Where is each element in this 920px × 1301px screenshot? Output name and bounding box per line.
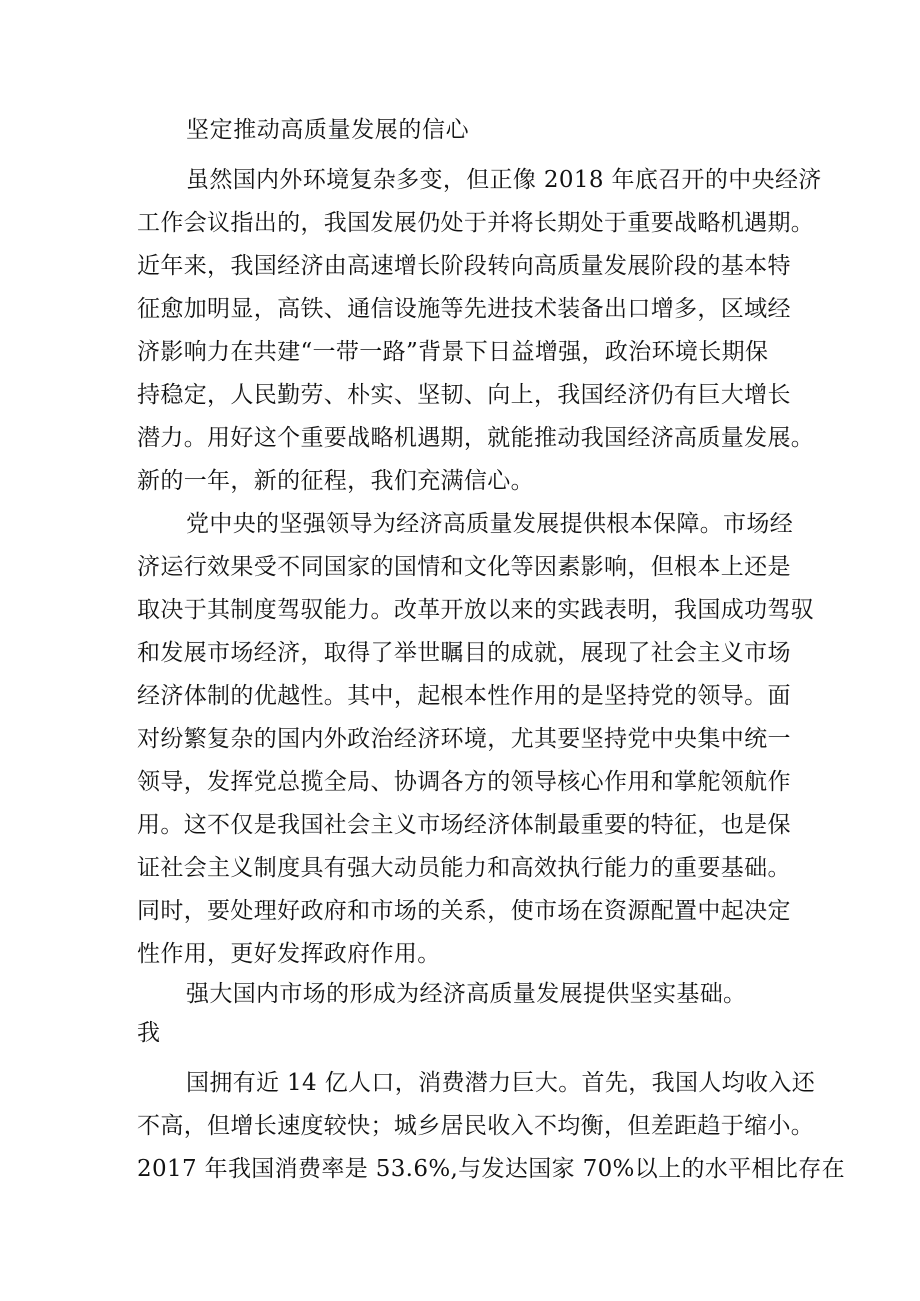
text-line: 工作会议指出的，我国发展仍处于并将长期处于重要战略机遇期。: [137, 210, 815, 236]
text-line: 和发展市场经济，取得了举世瞩目的成就，展现了社会主义市场: [137, 640, 791, 666]
text-line: 虽然国内外环境复杂多变，但正像 2018 年底召开的中央经济: [186, 167, 822, 193]
text-line: 新的一年，新的征程，我们充满信心。: [137, 468, 534, 494]
text-line: 性作用，更好发挥政府作用。: [137, 941, 441, 967]
text-line: 用。这不仅是我国社会主义市场经济体制最重要的特征，也是保: [137, 812, 791, 838]
text-line: 近年来，我国经济由高速增长阶段转向高质量发展阶段的基本特: [137, 253, 791, 279]
text-line: 领导，发挥党总揽全局、协调各方的领导核心作用和掌舵领航作: [137, 769, 791, 795]
text-line: 2017 年我国消费率是 53.6%,与发达国家 70%以上的水平相比存在: [137, 1156, 845, 1182]
text-line: 持稳定，人民勤劳、朴实、坚韧、向上，我国经济仍有巨大增长: [137, 382, 791, 408]
text-line: 不高，但增长速度较快；城乡居民收入不均衡，但差距趋于缩小。: [137, 1113, 815, 1139]
text-line: 同时，要处理好政府和市场的关系，使市场在资源配置中起决定: [137, 898, 791, 924]
text-line: 取决于其制度驾驭能力。改革开放以来的实践表明，我国成功驾驭: [137, 597, 815, 623]
text-line: 潜力。用好这个重要战略机遇期，就能推动我国经济高质量发展。: [137, 425, 815, 451]
text-line: 证社会主义制度具有强大动员能力和高效执行能力的重要基础。: [137, 855, 791, 881]
text-line: 征愈加明显，高铁、通信设施等先进技术装备出口增多，区域经: [137, 296, 791, 322]
text-line: 我: [137, 1020, 161, 1046]
text-line: 济影响力在共建“一带一路”背景下日益增强，政治环境长期保: [137, 339, 769, 365]
text-line: 经济体制的优越性。其中，起根本性作用的是坚持党的领导。面: [137, 683, 791, 709]
text-line: 济运行效果受不同国家的国情和文化等因素影响，但根本上还是: [137, 554, 791, 580]
text-line: 国拥有近 14 亿人口，消费潜力巨大。首先，我国人均收入还: [186, 1070, 816, 1096]
text-line: 对纷繁复杂的国内外政治经济环境，尤其要坚持党中央集中统一: [137, 726, 791, 752]
text-line: 强大国内市场的形成为经济高质量发展提供坚实基础。: [186, 981, 747, 1007]
text-line: 党中央的坚强领导为经济高质量发展提供根本保障。市场经: [186, 511, 794, 537]
section-heading: 坚定推动高质量发展的信心: [186, 117, 470, 143]
